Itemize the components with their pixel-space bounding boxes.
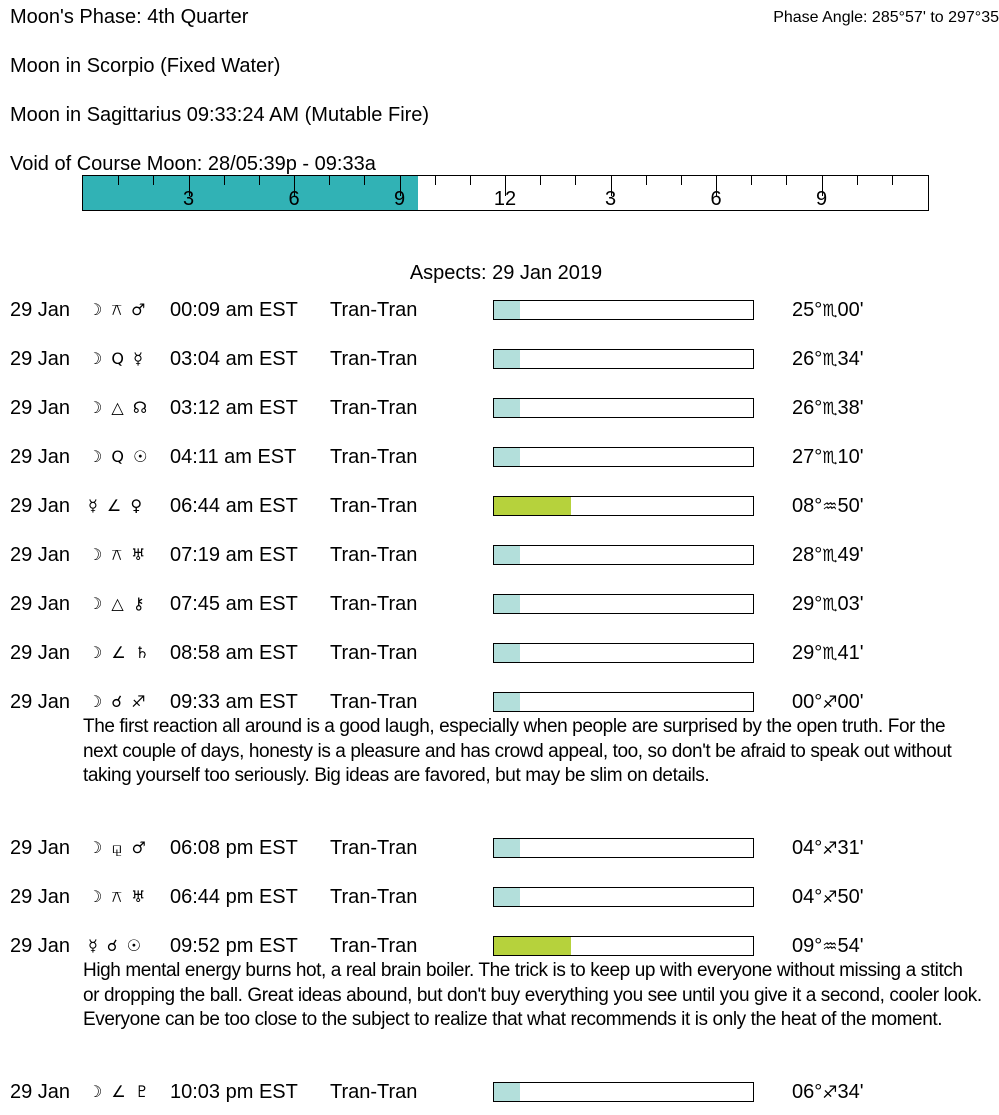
aspect-time: 09:33 am EST [170, 691, 298, 713]
aspect-time: 03:12 am EST [170, 397, 298, 419]
hour-tick [892, 176, 893, 185]
aspect-strength-fill [494, 301, 520, 319]
aspect-glyphs-icon: ☿ ☌ ☉ [88, 936, 144, 955]
aspect-glyphs-icon: ☽ ∠ ♇ [88, 1082, 152, 1101]
aspect-glyphs-icon: ☽ ⚼ ♂ [88, 838, 148, 857]
moon-sign-sagittarius: Moon in Sagittarius 09:33:24 AM (Mutable Fire) [10, 104, 430, 126]
hour-tick [681, 176, 682, 185]
aspect-kind: Tran-Tran [330, 397, 418, 419]
aspect-degree: 04° [792, 837, 823, 859]
aspect-degree: 25° [792, 299, 823, 321]
aspect-description: High mental energy burns hot, a real brain boiler. The trick is to keep up with everyone without missing a stitch or dropping the ball. Great ideas abound, but don't buy everything you see until you give it a second, cooler look. Everyone can be too close to the subject to realize that what recommends it is only the heat of the moment. [83, 960, 982, 1030]
aspect-degree: 09° [792, 935, 823, 957]
aspect-strength-bar [493, 496, 754, 516]
aspect-glyphs-icon: ☿ ∠ ♀ [88, 496, 145, 515]
hour-tick [435, 176, 436, 185]
aspect-kind: Tran-Tran [330, 299, 418, 321]
aspect-strength-fill [494, 595, 520, 613]
aspect-minutes: 49' [837, 544, 864, 566]
aspect-strength-bar [493, 349, 754, 369]
aspect-kind: Tran-Tran [330, 935, 418, 957]
aspect-time: 07:45 am EST [170, 593, 298, 615]
aspect-kind: Tran-Tran [330, 691, 418, 713]
hour-tick [329, 176, 330, 185]
aspect-degree: 26° [792, 348, 823, 370]
hour-tick [575, 176, 576, 185]
aspect-glyphs-icon: ☽ △ ⚷ [88, 594, 147, 613]
hour-label: 6 [288, 188, 300, 210]
hour-tick [364, 176, 365, 185]
aspect-kind: Tran-Tran [330, 642, 418, 664]
moon-phase: Moon's Phase: 4th Quarter [10, 6, 249, 28]
aspect-strength-fill [494, 1083, 520, 1101]
zodiac-sign-icon: ♏ [822, 644, 838, 664]
aspect-row [0, 445, 999, 469]
aspect-strength-fill [494, 937, 571, 955]
aspect-position [792, 934, 864, 959]
aspect-strength-bar [493, 887, 754, 907]
aspect-position [792, 347, 864, 372]
aspect-strength-fill [494, 546, 520, 564]
aspect-position [792, 885, 864, 910]
aspect-time: 06:44 pm EST [170, 886, 298, 908]
aspects-title: Aspects: 29 Jan 2019 [409, 262, 603, 284]
aspect-position [792, 298, 864, 323]
aspect-row [0, 298, 999, 322]
aspect-date: 29 Jan [10, 397, 71, 419]
aspect-position [792, 543, 864, 568]
aspect-position [792, 592, 864, 617]
aspect-degree: 29° [792, 642, 823, 664]
zodiac-sign-icon: ♏ [822, 448, 838, 468]
aspect-strength-fill [494, 888, 520, 906]
aspect-kind: Tran-Tran [330, 1081, 418, 1103]
aspect-minutes: 54' [837, 935, 864, 957]
aspect-degree: 04° [792, 886, 823, 908]
zodiac-sign-icon: ♏ [822, 301, 838, 321]
aspect-minutes: 10' [837, 446, 864, 468]
aspect-strength-bar [493, 1082, 754, 1102]
aspect-glyphs-icon: ☽ △ ☊ [88, 398, 150, 417]
hour-tick [646, 176, 647, 185]
zodiac-sign-icon: ♏ [822, 399, 838, 419]
aspect-strength-fill [494, 399, 520, 417]
hour-tick [786, 176, 787, 185]
aspect-date: 29 Jan [10, 446, 71, 468]
aspect-row [0, 836, 999, 860]
aspect-minutes: 50' [837, 886, 864, 908]
aspect-date: 29 Jan [10, 593, 71, 615]
aspect-strength-fill [494, 839, 520, 857]
aspect-strength-bar [493, 300, 754, 320]
zodiac-sign-icon: ♏ [822, 546, 838, 566]
aspect-strength-bar [493, 398, 754, 418]
aspect-time: 09:52 pm EST [170, 935, 298, 957]
aspect-date: 29 Jan [10, 691, 71, 713]
zodiac-sign-icon: ♏ [822, 350, 838, 370]
zodiac-sign-icon: ♐ [822, 839, 838, 859]
aspect-row [0, 592, 999, 616]
aspect-minutes: 31' [837, 837, 864, 859]
hour-tick [153, 176, 154, 185]
aspect-row [0, 347, 999, 371]
aspect-row [0, 543, 999, 567]
aspect-position [792, 836, 864, 861]
aspect-time: 08:58 am EST [170, 642, 298, 664]
aspect-date: 29 Jan [10, 299, 71, 321]
aspect-glyphs-icon: ☽ Q ☉ [88, 447, 150, 466]
aspect-glyphs-icon: ☽ ∠ ♄ [88, 643, 152, 662]
aspect-date: 29 Jan [10, 1081, 71, 1103]
aspect-date: 29 Jan [10, 642, 71, 664]
aspect-time: 07:19 am EST [170, 544, 298, 566]
aspect-glyphs-icon: ☽ ⚻ ♅ [88, 545, 148, 564]
aspect-minutes: 41' [837, 642, 864, 664]
aspect-kind: Tran-Tran [330, 544, 418, 566]
aspect-strength-fill [494, 693, 520, 711]
aspect-date: 29 Jan [10, 544, 71, 566]
zodiac-sign-icon: ♐ [822, 693, 838, 713]
hour-label: 6 [710, 188, 722, 210]
aspect-glyphs-icon: ☽ Q ☿ [88, 349, 145, 368]
aspect-position [792, 1080, 864, 1105]
aspect-date: 29 Jan [10, 935, 71, 957]
hour-tick [470, 176, 471, 185]
zodiac-sign-icon: ♒ [822, 497, 838, 517]
aspect-row [0, 641, 999, 665]
aspect-kind: Tran-Tran [330, 837, 418, 859]
zodiac-sign-icon: ♐ [822, 888, 838, 908]
hour-tick [118, 176, 119, 185]
aspect-kind: Tran-Tran [330, 348, 418, 370]
aspect-time: 10:03 pm EST [170, 1081, 298, 1103]
aspect-position [792, 690, 864, 715]
void-period-fill [83, 176, 418, 210]
phase-angle: Phase Angle: 285°57' to 297°35 [773, 9, 999, 26]
aspect-strength-fill [494, 350, 520, 368]
aspect-kind: Tran-Tran [330, 446, 418, 468]
aspect-position [792, 445, 864, 470]
aspect-strength-bar [493, 594, 754, 614]
zodiac-sign-icon: ♐ [822, 1083, 838, 1103]
aspect-row [0, 494, 999, 518]
aspect-degree: 06° [792, 1081, 823, 1103]
hour-label: 9 [815, 188, 828, 210]
aspect-date: 29 Jan [10, 348, 71, 370]
aspect-degree: 28° [792, 544, 823, 566]
zodiac-sign-icon: ♏ [822, 595, 838, 615]
aspect-date: 29 Jan [10, 495, 71, 517]
aspect-strength-bar [493, 838, 754, 858]
aspect-time: 06:44 am EST [170, 495, 298, 517]
aspect-strength-fill [494, 448, 520, 466]
aspect-row [0, 396, 999, 420]
aspect-date: 29 Jan [10, 837, 71, 859]
zodiac-sign-icon: ♒ [822, 937, 838, 957]
aspect-glyphs-icon: ☽ ⚻ ♂ [88, 300, 148, 319]
aspect-position [792, 494, 864, 519]
aspect-minutes: 50' [837, 495, 864, 517]
hour-label: 3 [182, 188, 195, 210]
aspect-degree: 26° [792, 397, 823, 419]
aspect-time: 06:08 pm EST [170, 837, 298, 859]
aspect-position [792, 641, 864, 666]
aspect-description: The first reaction all around is a good laugh, especially when people are surprised by the open truth. For the next couple of days, honesty is a pleasure and has crowd appeal, too, so don't be afraid to speak out without taking yourself too seriously. Big ideas are favored, but may be slim on details. [83, 716, 952, 786]
aspect-time: 00:09 am EST [170, 299, 298, 321]
hour-label: 9 [393, 188, 406, 210]
aspect-time: 04:11 am EST [170, 446, 297, 468]
aspect-degree: 29° [792, 593, 823, 615]
aspect-time: 03:04 am EST [170, 348, 298, 370]
aspect-strength-bar [493, 692, 754, 712]
aspect-strength-fill [494, 644, 520, 662]
aspect-kind: Tran-Tran [330, 495, 418, 517]
hour-tick [751, 176, 752, 185]
hour-tick [224, 176, 225, 185]
aspect-row [0, 885, 999, 909]
aspect-kind: Tran-Tran [330, 593, 418, 615]
hour-tick [540, 176, 541, 185]
aspect-minutes: 34' [837, 348, 864, 370]
aspect-minutes: 38' [837, 397, 864, 419]
aspect-strength-bar [493, 643, 754, 663]
aspect-degree: 00° [792, 691, 823, 713]
aspect-strength-fill [494, 497, 571, 515]
aspect-row [0, 934, 999, 958]
aspect-strength-bar [493, 447, 754, 467]
aspect-minutes: 00' [837, 299, 864, 321]
aspect-glyphs-icon: ☽ ☌ ♐ [88, 692, 148, 711]
aspect-date: 29 Jan [10, 886, 71, 908]
aspect-minutes: 34' [837, 1081, 864, 1103]
aspect-row [0, 690, 999, 714]
moon-sign-scorpio: Moon in Scorpio (Fixed Water) [10, 55, 281, 77]
aspect-strength-bar [493, 545, 754, 565]
hour-tick [259, 176, 260, 185]
aspect-degree: 27° [792, 446, 823, 468]
aspect-degree: 08° [792, 495, 823, 517]
hour-tick [857, 176, 858, 185]
aspect-minutes: 03' [837, 593, 864, 615]
hour-label: 3 [604, 188, 617, 210]
aspect-row [0, 1080, 999, 1104]
void-of-course: Void of Course Moon: 28/05:39p - 09:33a [10, 153, 376, 175]
aspect-strength-bar [493, 936, 754, 956]
aspect-position [792, 396, 864, 421]
hour-label: 12 [493, 188, 517, 210]
aspect-glyphs-icon: ☽ ⚻ ♅ [88, 887, 148, 906]
void-of-course-timeline [82, 175, 929, 211]
aspect-minutes: 00' [837, 691, 864, 713]
aspect-kind: Tran-Tran [330, 886, 418, 908]
